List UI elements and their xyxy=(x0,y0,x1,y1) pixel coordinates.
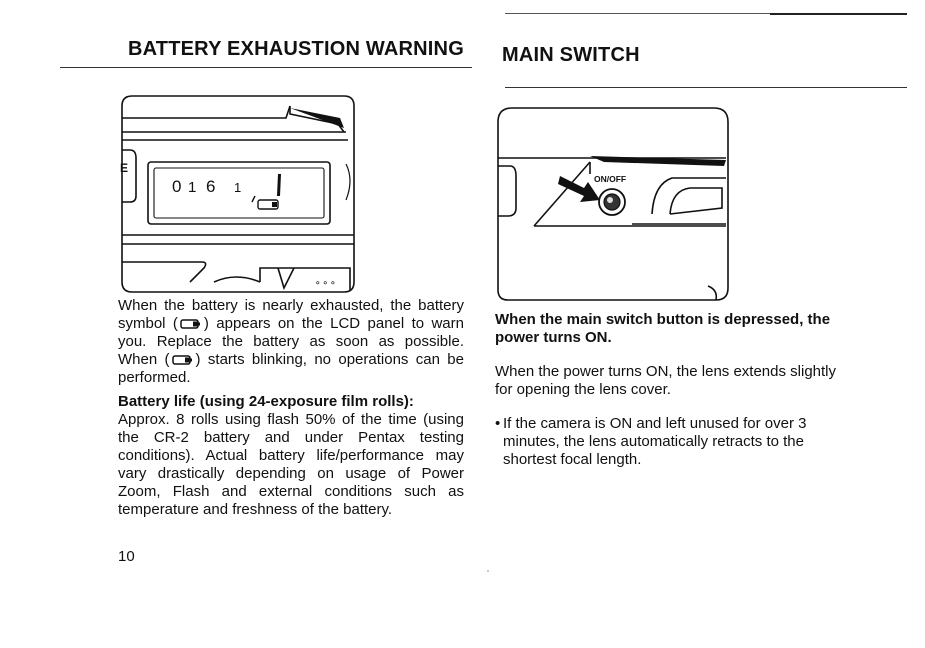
lcd-digit-d: 1 xyxy=(234,180,242,195)
battery-symbol-icon xyxy=(180,319,202,329)
warning-text-3: ) starts blinking, no operations can be performed. xyxy=(118,351,464,386)
battery-life-paragraph: Approx. 8 rolls using flash 50% of the time (using the CR-2 battery and under Pentax testing conditions). Actual battery life/performance may vary drastically depending on usage of Power Zoom, Flash and external conditions such as temperature and freshness of the battery. xyxy=(118,411,464,518)
bullet-text: If the camera is ON and left unused for over 3 minutes, the lens automatically retracts to the shortest focal length. xyxy=(503,415,807,468)
battery-warning-text-column xyxy=(118,297,464,519)
lcd-digit-a: 0 xyxy=(172,177,182,196)
lcd-digit-c: 6 xyxy=(206,177,216,196)
main-switch-text-column xyxy=(495,311,840,469)
main-switch-illustration xyxy=(494,104,730,304)
switch-label: ON/OFF xyxy=(594,174,627,184)
page-number: 10 xyxy=(118,548,135,565)
lcd-digit-b: 1 xyxy=(188,179,197,196)
main-switch-heading: MAIN SWITCH xyxy=(502,44,640,66)
heading-rule-left xyxy=(60,67,472,68)
battery-life-heading: Battery life (using 24-exposure film rolls): xyxy=(118,393,414,410)
bullet-mark: • xyxy=(495,415,501,432)
battery-symbol-icon-2 xyxy=(172,355,194,365)
flash-mode-icon: ⚬⚬⚬ xyxy=(314,278,337,288)
main-switch-statement: When the main switch button is depressed, the power turns ON. xyxy=(495,311,831,346)
battery-warning-heading: BATTERY EXHAUSTION WARNING xyxy=(128,38,464,60)
lens-extends-paragraph: When the power turns ON, the lens extends slightly for opening the lens cover. xyxy=(495,363,837,398)
top-rule-thick xyxy=(770,13,907,15)
lcd-battery-icon xyxy=(252,174,281,209)
lcd-panel-illustration xyxy=(118,92,358,297)
lcd-side-letter: E xyxy=(120,161,129,175)
warning-text-1: When the battery is nearly exhausted, the battery symbol ( xyxy=(118,297,464,332)
scan-speck xyxy=(487,570,489,572)
battery-warning-paragraph xyxy=(118,297,464,387)
heading-rule-right xyxy=(505,87,907,88)
warning-text-2: ) appears on the LCD panel to warn you. Replace the battery as soon as possible. When ( xyxy=(118,315,464,368)
auto-retract-bullet xyxy=(495,415,840,469)
